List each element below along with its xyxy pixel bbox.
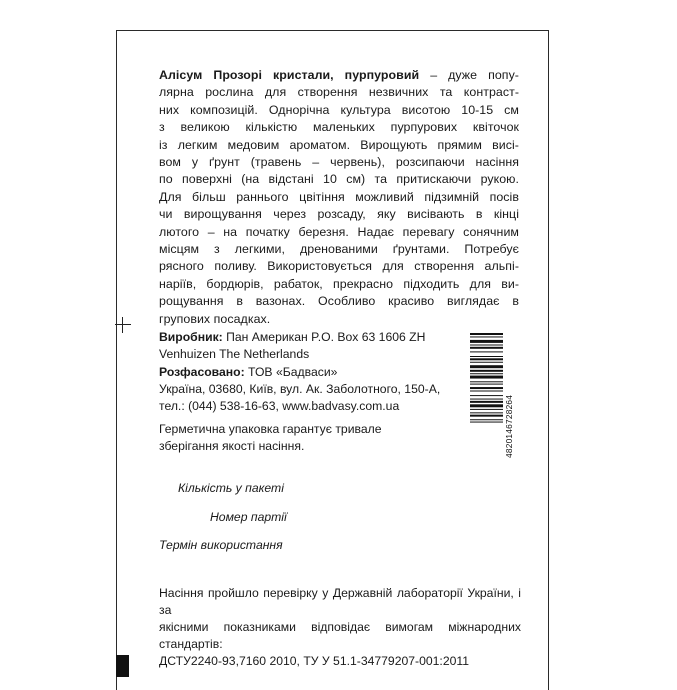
description-line: групових посадках.: [159, 311, 271, 326]
description-line: чи вирощування через розсаду, яку висівають в кінці: [159, 207, 519, 222]
description-line: по поверхні (на відстані 10 см) та притискаючи рукою.: [159, 172, 519, 187]
barcode-bar: [470, 340, 503, 343]
barcode-bar: [470, 401, 503, 403]
barcode-bar: [470, 373, 503, 374]
description-line: рясного поливу. Використовується для створення альпі-: [159, 259, 519, 274]
barcode-bar: [470, 404, 503, 407]
barcode-bar: [470, 333, 503, 335]
packer-block: [159, 364, 464, 414]
description-line: із легким медовим ароматом. Вирощують прямим висі-: [159, 137, 519, 152]
product-description: [159, 67, 519, 328]
barcode-bar: [470, 412, 503, 413]
barcode-bar: [470, 399, 503, 400]
barcode-bar: [470, 422, 503, 423]
barcode-bar: [470, 370, 503, 372]
barcode-bar: [470, 415, 503, 417]
product-title: Алісум Прозорі кристали, пурпуровий: [159, 68, 420, 82]
manufacturer-location: Venhuizen The Netherlands: [159, 346, 310, 361]
barcode-bar: [470, 362, 503, 363]
barcode-bar: [470, 387, 503, 389]
barcode-bar: [470, 409, 503, 410]
manufacturer-address: Пан Американ P.O. Box 63 1606 ZH: [226, 330, 426, 344]
quantity-label: Кількість у пакеті: [178, 481, 284, 495]
description-line: лютого – на початку березня. Надає перевагу сонячним: [159, 224, 519, 239]
barcode-bar: [470, 381, 503, 382]
description-line: Алісум Прозорі кристали, пурпуровий – дуже попу-: [159, 68, 519, 82]
barcode-bar: [470, 345, 503, 346]
registration-mark: [115, 317, 131, 333]
print-mark: [116, 655, 129, 677]
barcode-bar: [470, 384, 503, 385]
barcode-digits: 4820146728264: [504, 394, 514, 458]
packer-contacts: тел.: (044) 538-16-63, www.badvasy.com.ua: [159, 398, 400, 413]
description-line: лярна рослина для створення незвичних та контраст-: [159, 85, 519, 100]
packer-company: ТОВ «Бадваси»: [248, 365, 338, 379]
barcode-bar: [470, 419, 503, 420]
barcode: [470, 331, 516, 459]
batch-number-label: Номер партії: [210, 510, 287, 524]
barcode-graphic: [470, 331, 516, 459]
description-line: з великою кількістю маленьких пурпурових квіточок: [159, 120, 519, 135]
certification-note: Насіння пройшло перевірку у Державній лабораторії України, і за якісними показниками відповідає вимогам міжнародних стандартів: ДСТУ2240-93,7160 2010, ТУ У 51.1-34779207-001:2011: [159, 586, 521, 668]
barcode-bar: [470, 347, 503, 349]
packer-address: Україна, 03680, Київ, вул. Ак. Заболотного, 150-А,: [159, 381, 441, 396]
barcode-bar: [470, 395, 503, 396]
description-line: вом у ґрунт (травень – червень), розсипаючи насіння: [159, 155, 519, 170]
barcode-bar: [470, 351, 503, 352]
expiry-label: Термін використання: [159, 538, 283, 552]
description-line: Для більш раннього цвітіння можливий підзимній посів: [159, 189, 519, 204]
manufacturer-label: Виробник:: [159, 330, 223, 344]
description-line: місцям з легкими, дренованими ґрунтами. Потребує: [159, 242, 519, 257]
description-line: наріїв, бордюрів, рабаток, прекрасно підходить для ви-: [159, 276, 519, 291]
barcode-bar: [470, 336, 503, 337]
packer-label: Розфасовано:: [159, 365, 245, 379]
barcode-bar: [470, 356, 503, 357]
barcode-bar: [470, 376, 503, 379]
manufacturer-block: [159, 329, 464, 363]
barcode-bar: [470, 391, 503, 392]
description-line: них композицій. Однорічна культура висотою 10-15 см: [159, 102, 519, 117]
barcode-bar: [470, 358, 503, 360]
packaging-note: Герметична упаковка гарантує тривале зберігання якості насіння.: [159, 422, 382, 453]
barcode-bar: [470, 365, 503, 368]
description-line: рощування в вазонах. Особливо красиво виглядає в: [159, 294, 519, 309]
